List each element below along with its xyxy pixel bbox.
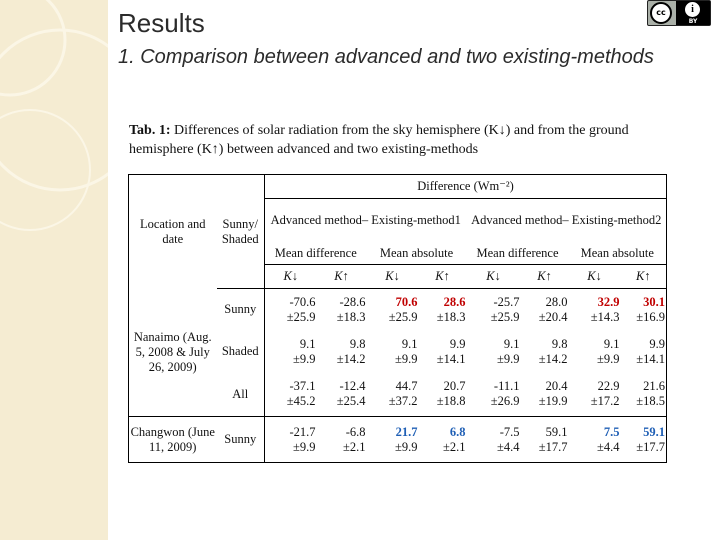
cc-logo-icon: cc bbox=[650, 2, 672, 24]
k-up-header: K↑ bbox=[621, 265, 667, 289]
sd-value: ±20.4 bbox=[538, 309, 568, 324]
sd-value: ±25.9 bbox=[490, 309, 520, 324]
mean-value: -12.4 bbox=[339, 379, 366, 394]
mean-value: 9.8 bbox=[551, 336, 568, 351]
mean-value: -28.6 bbox=[339, 294, 366, 309]
condition-cell: Sunny bbox=[217, 417, 265, 463]
m2-mean-difference-header: Mean difference bbox=[467, 243, 569, 265]
mean-value: 22.9 bbox=[597, 379, 620, 394]
value-cell bbox=[317, 417, 367, 463]
sd-value: ±9.9 bbox=[293, 351, 316, 366]
mean-value: 59.1 bbox=[643, 424, 666, 439]
sd-value: ±14.3 bbox=[590, 309, 620, 324]
mean-value: 9.1 bbox=[503, 336, 520, 351]
sd-value: ±18.5 bbox=[636, 394, 666, 409]
sd-value: ±17.2 bbox=[590, 394, 620, 409]
mean-value: 9.1 bbox=[603, 336, 620, 351]
caption-text: Differences of solar radiation from the sky hemisphere (K↓) and from the ground hemisphere (K↑) between advanced and two existing-methods bbox=[129, 123, 629, 157]
table-row bbox=[129, 289, 667, 331]
value-cell bbox=[569, 373, 621, 417]
m2-mean-absolute-header: Mean absolute bbox=[569, 243, 667, 265]
value-cell bbox=[367, 331, 419, 373]
sd-value: ±4.4 bbox=[597, 439, 620, 454]
mean-value: 9.1 bbox=[401, 336, 418, 351]
value-cell bbox=[419, 289, 467, 331]
method2-header: Advanced method– Existing-method2 bbox=[467, 199, 667, 243]
value-cell bbox=[317, 289, 367, 331]
sd-value: ±37.2 bbox=[388, 394, 418, 409]
results-table bbox=[128, 174, 667, 463]
value-cell bbox=[621, 417, 667, 463]
creative-commons-badge bbox=[647, 0, 711, 26]
k-down-header: K↓ bbox=[486, 269, 501, 283]
value-cell bbox=[569, 417, 621, 463]
sd-value: ±18.8 bbox=[436, 394, 466, 409]
sd-value: ±9.9 bbox=[395, 439, 418, 454]
sd-value: ±14.2 bbox=[336, 351, 366, 366]
mean-value: 9.1 bbox=[299, 336, 316, 351]
sd-value: ±26.9 bbox=[490, 394, 520, 409]
mean-value: 6.8 bbox=[449, 424, 466, 439]
value-cell bbox=[419, 417, 467, 463]
k-up-header: K↑ bbox=[334, 269, 349, 283]
value-cell bbox=[419, 331, 467, 373]
decorative-sidebar bbox=[0, 0, 108, 540]
sunny-shaded-header: Sunny/ Shaded bbox=[221, 216, 259, 246]
changwon-location-cell: Changwon (June 11, 2009) bbox=[129, 417, 217, 463]
k-down-header: K↓ bbox=[385, 269, 400, 283]
method1-header: Advanced method– Existing-method1 bbox=[265, 199, 467, 243]
value-cell bbox=[521, 417, 569, 463]
sd-value: ±25.9 bbox=[388, 309, 418, 324]
table-caption bbox=[129, 121, 689, 159]
sd-value: ±18.3 bbox=[436, 309, 466, 324]
sd-value: ±9.9 bbox=[597, 351, 620, 366]
mean-value: -11.1 bbox=[493, 379, 520, 394]
condition-cell: All bbox=[217, 373, 265, 417]
mean-value: 28.0 bbox=[545, 294, 568, 309]
sd-value: ±16.9 bbox=[636, 309, 666, 324]
attribution-panel bbox=[676, 1, 710, 25]
sd-value: ±9.9 bbox=[395, 351, 418, 366]
mean-value: 30.1 bbox=[643, 294, 666, 309]
value-cell bbox=[367, 417, 419, 463]
decorative-circles bbox=[0, 0, 108, 540]
sd-value: ±25.4 bbox=[336, 394, 366, 409]
mean-value: 20.7 bbox=[443, 379, 466, 394]
value-cell bbox=[467, 289, 521, 331]
mean-value: 44.7 bbox=[395, 379, 418, 394]
mean-value: 7.5 bbox=[603, 424, 620, 439]
mean-value: 9.9 bbox=[649, 336, 666, 351]
condition-cell: Shaded bbox=[221, 344, 259, 358]
mean-value: 59.1 bbox=[545, 424, 568, 439]
sunny-header-cell bbox=[217, 175, 265, 289]
value-cell bbox=[621, 373, 667, 417]
value-cell bbox=[467, 373, 521, 417]
m1-mean-absolute-header: Mean absolute bbox=[367, 243, 467, 265]
k-up-header: K↑ bbox=[435, 269, 450, 283]
k-up-header: K↑ bbox=[537, 269, 552, 283]
sd-value: ±18.3 bbox=[336, 309, 366, 324]
sd-value: ±2.1 bbox=[343, 439, 366, 454]
sd-value: ±9.9 bbox=[497, 351, 520, 366]
value-cell bbox=[265, 331, 317, 373]
sd-value: ±14.1 bbox=[436, 351, 466, 366]
caption-label: Tab. 1: bbox=[129, 123, 171, 138]
sd-value: ±2.1 bbox=[443, 439, 466, 454]
value-cell bbox=[317, 373, 367, 417]
value-cell bbox=[621, 331, 667, 373]
value-cell bbox=[521, 373, 569, 417]
mean-value: 70.6 bbox=[395, 294, 418, 309]
nanaimo-location-cell: Nanaimo (Aug. 5, 2008 & July 26, 2009) bbox=[129, 289, 217, 417]
page-subtitle: 1. Comparison between advanced and two existing-methods bbox=[118, 46, 654, 68]
value-cell bbox=[521, 331, 569, 373]
value-cell bbox=[265, 373, 317, 417]
location-header-cell bbox=[129, 175, 217, 289]
value-cell bbox=[521, 289, 569, 331]
mean-value: 9.8 bbox=[349, 336, 366, 351]
mean-value: -25.7 bbox=[493, 294, 520, 309]
mean-value: -70.6 bbox=[289, 294, 316, 309]
mean-value: 21.6 bbox=[643, 379, 666, 394]
mean-value: -7.5 bbox=[499, 424, 520, 439]
value-cell bbox=[569, 331, 621, 373]
value-cell bbox=[317, 331, 367, 373]
table-row bbox=[129, 417, 667, 463]
value-cell bbox=[265, 417, 317, 463]
sd-value: ±14.1 bbox=[636, 351, 666, 366]
sd-value: ±25.9 bbox=[286, 309, 316, 324]
attribution-person-icon: i bbox=[685, 2, 700, 17]
sd-value: ±17.7 bbox=[538, 439, 568, 454]
value-cell bbox=[621, 289, 667, 331]
page-title: Results bbox=[118, 8, 205, 38]
mean-value: 9.9 bbox=[449, 336, 466, 351]
condition-cell: Sunny bbox=[217, 289, 265, 331]
difference-header: Difference (Wm⁻²) bbox=[265, 175, 667, 199]
value-cell bbox=[367, 373, 419, 417]
value-cell bbox=[569, 289, 621, 331]
k-down-header: K↓ bbox=[265, 265, 317, 289]
sd-value: ±19.9 bbox=[538, 394, 568, 409]
sd-value: ±17.7 bbox=[636, 439, 666, 454]
mean-value: -37.1 bbox=[289, 379, 316, 394]
location-header: Location and date bbox=[139, 216, 206, 246]
value-cell bbox=[467, 417, 521, 463]
mean-value: -21.7 bbox=[289, 424, 316, 439]
mean-value: -6.8 bbox=[345, 424, 366, 439]
sd-value: ±9.9 bbox=[293, 439, 316, 454]
sd-value: ±4.4 bbox=[497, 439, 520, 454]
mean-value: 21.7 bbox=[395, 424, 418, 439]
by-label: BY bbox=[688, 18, 698, 25]
sd-value: ±14.2 bbox=[538, 351, 568, 366]
m1-mean-difference-header: Mean difference bbox=[265, 243, 367, 265]
mean-value: 20.4 bbox=[545, 379, 568, 394]
value-cell bbox=[419, 373, 467, 417]
value-cell bbox=[367, 289, 419, 331]
k-down-header: K↓ bbox=[587, 269, 602, 283]
value-cell bbox=[467, 331, 521, 373]
value-cell bbox=[265, 289, 317, 331]
mean-value: 32.9 bbox=[597, 294, 620, 309]
sd-value: ±45.2 bbox=[286, 394, 316, 409]
mean-value: 28.6 bbox=[443, 294, 466, 309]
